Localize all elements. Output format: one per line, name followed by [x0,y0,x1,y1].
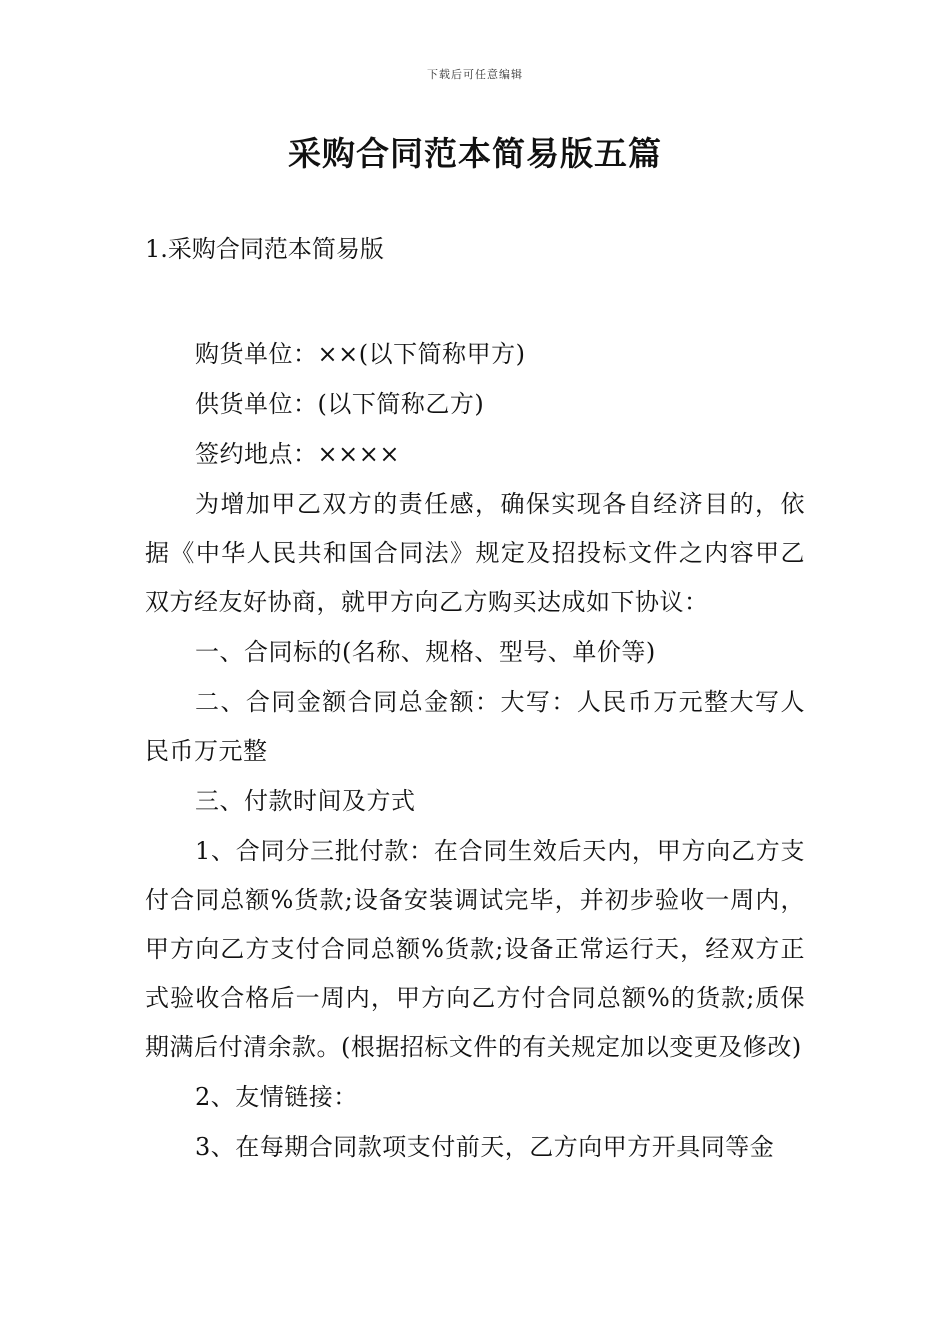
paragraph-clause-3: 三、付款时间及方式 [195,787,416,815]
document-title: 采购合同范本简易版五篇 [288,134,662,173]
section-heading: 1.采购合同范本简易版 [145,235,384,263]
paragraph-supplier: 供货单位：(以下简称乙方) [195,390,485,418]
paragraph-payment-1: 1、合同分三批付款：在合同生效后天内，甲方向乙方支付合同总额%货款;设备安装调试完毕，并初步验收一周内，甲方向乙方支付合同总额%货款;设备正常运行天，经双方正式验收合格后一周内，甲方向乙方付合同总额%的货款;质保期满后付清余款。(根据招标文件的有关规定加以变更及修改) [145,837,805,1061]
paragraph-clause-2: 二、合同金额合同总金额：大写：人民币万元整大写人民币万元整 [145,688,805,765]
paragraph-clause-1: 一、合同标的(名称、规格、型号、单价等) [195,638,656,666]
paragraph-payment-2: 2、友情链接： [195,1083,358,1111]
paragraph-signing-place: 签约地点：×××× [195,440,400,468]
header-note: 下载后可任意编辑 [427,68,523,81]
contract-body [145,330,805,1173]
paragraph-preamble: 为增加甲乙双方的责任感，确保实现各自经济目的，依据《中华人民共和国合同法》规定及招投标文件之内容甲乙双方经友好协商，就甲方向乙方购买达成如下协议： [145,490,805,616]
paragraph-buyer: 购货单位：××(以下简称甲方) [195,340,526,368]
paragraph-payment-3: 3、在每期合同款项支付前天，乙方向甲方开具同等金 [195,1133,775,1161]
